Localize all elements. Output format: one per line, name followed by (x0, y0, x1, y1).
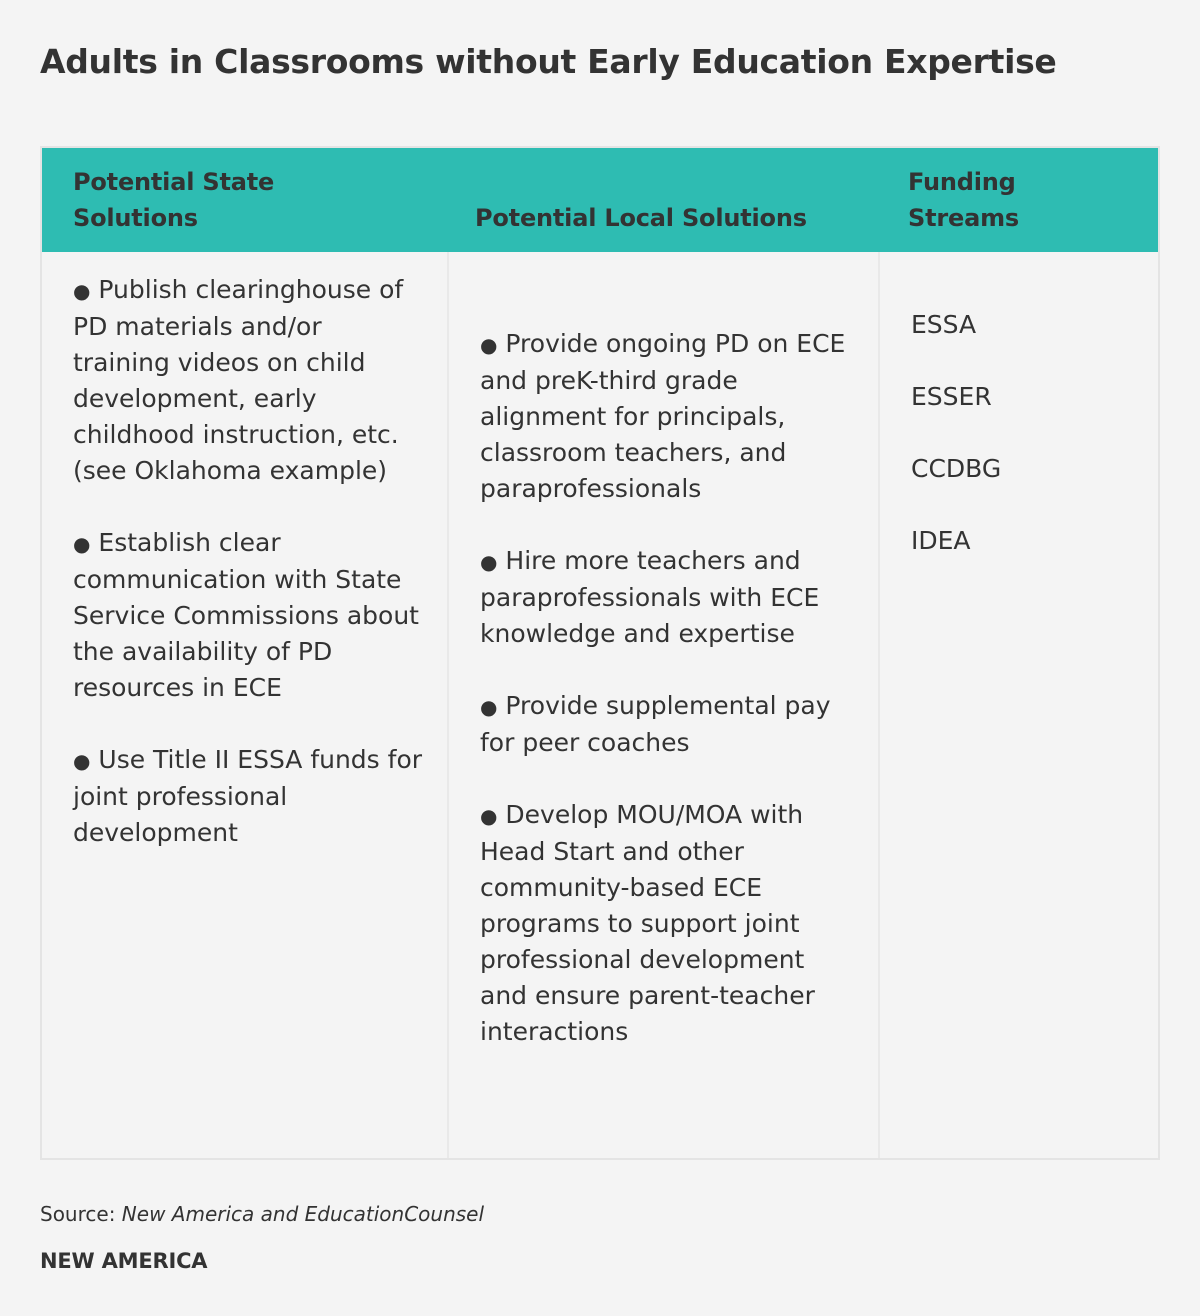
list-item (73, 525, 425, 706)
list-item-text: Hire more teachers and paraprofessionals with ECE knowledge and expertise (480, 546, 820, 648)
header-funding-line-1: Funding (908, 168, 1016, 196)
source-text: New America and EducationCounsel (121, 1202, 485, 1226)
funding-stream-item: IDEA (911, 526, 971, 555)
bullet-icon: ● (73, 749, 91, 773)
solutions-table (40, 146, 1160, 1160)
header-state-solutions (73, 148, 413, 252)
page-title: Adults in Classrooms without Early Education Expertise (40, 42, 1057, 81)
list-item (480, 543, 858, 652)
funding-stream-item: ESSER (911, 382, 992, 411)
state-solutions-cell (42, 252, 445, 1158)
funding-stream-item: CCDBG (911, 454, 1002, 483)
table-header (42, 148, 1158, 252)
local-solutions-cell (447, 252, 878, 1158)
list-item-text: Establish clear communication with State Service Commissions about the availability of PD resources in ECE (73, 528, 419, 702)
funding-stream-item: ESSA (911, 310, 977, 339)
header-local-solutions (475, 148, 875, 252)
list-item (73, 742, 425, 851)
list-item (480, 326, 858, 507)
bullet-icon: ● (480, 333, 498, 357)
header-state-line-2: Solutions (73, 204, 198, 232)
list-item-text: Provide ongoing PD on ECE and preK-third grade alignment for principals, classroom teachers, and paraprofessionals (480, 329, 846, 503)
source-note (40, 1200, 484, 1228)
funding-streams-cell (878, 252, 1158, 1158)
header-funding-line-2: Streams (908, 204, 1019, 232)
list-item (480, 688, 858, 761)
table-body (42, 252, 1158, 1158)
header-state-line-1: Potential State (73, 168, 275, 196)
brand-logo-text: NEW AMERICA (40, 1249, 208, 1273)
bullet-icon: ● (480, 804, 498, 828)
bullet-icon: ● (480, 695, 498, 719)
header-local-line-1: Potential Local Solutions (475, 204, 807, 232)
list-item-text: Provide supplemental pay for peer coaches (480, 691, 831, 757)
header-funding-streams (908, 148, 1108, 252)
bullet-icon: ● (73, 532, 91, 556)
list-item (480, 797, 858, 1050)
source-label: Source: (40, 1202, 122, 1226)
list-item-text: Publish clearinghouse of PD materials and/or training videos on child development, early childhood instruction, etc. (see Oklahoma example) (73, 275, 404, 485)
list-item-text: Develop MOU/MOA with Head Start and other community-based ECE programs to support joint professional development and ensure parent-teacher interactions (480, 800, 815, 1046)
list-item-text: Use Title II ESSA funds for joint professional development (73, 745, 423, 847)
bullet-icon: ● (73, 279, 91, 303)
list-item (73, 272, 425, 489)
bullet-icon: ● (480, 550, 498, 574)
